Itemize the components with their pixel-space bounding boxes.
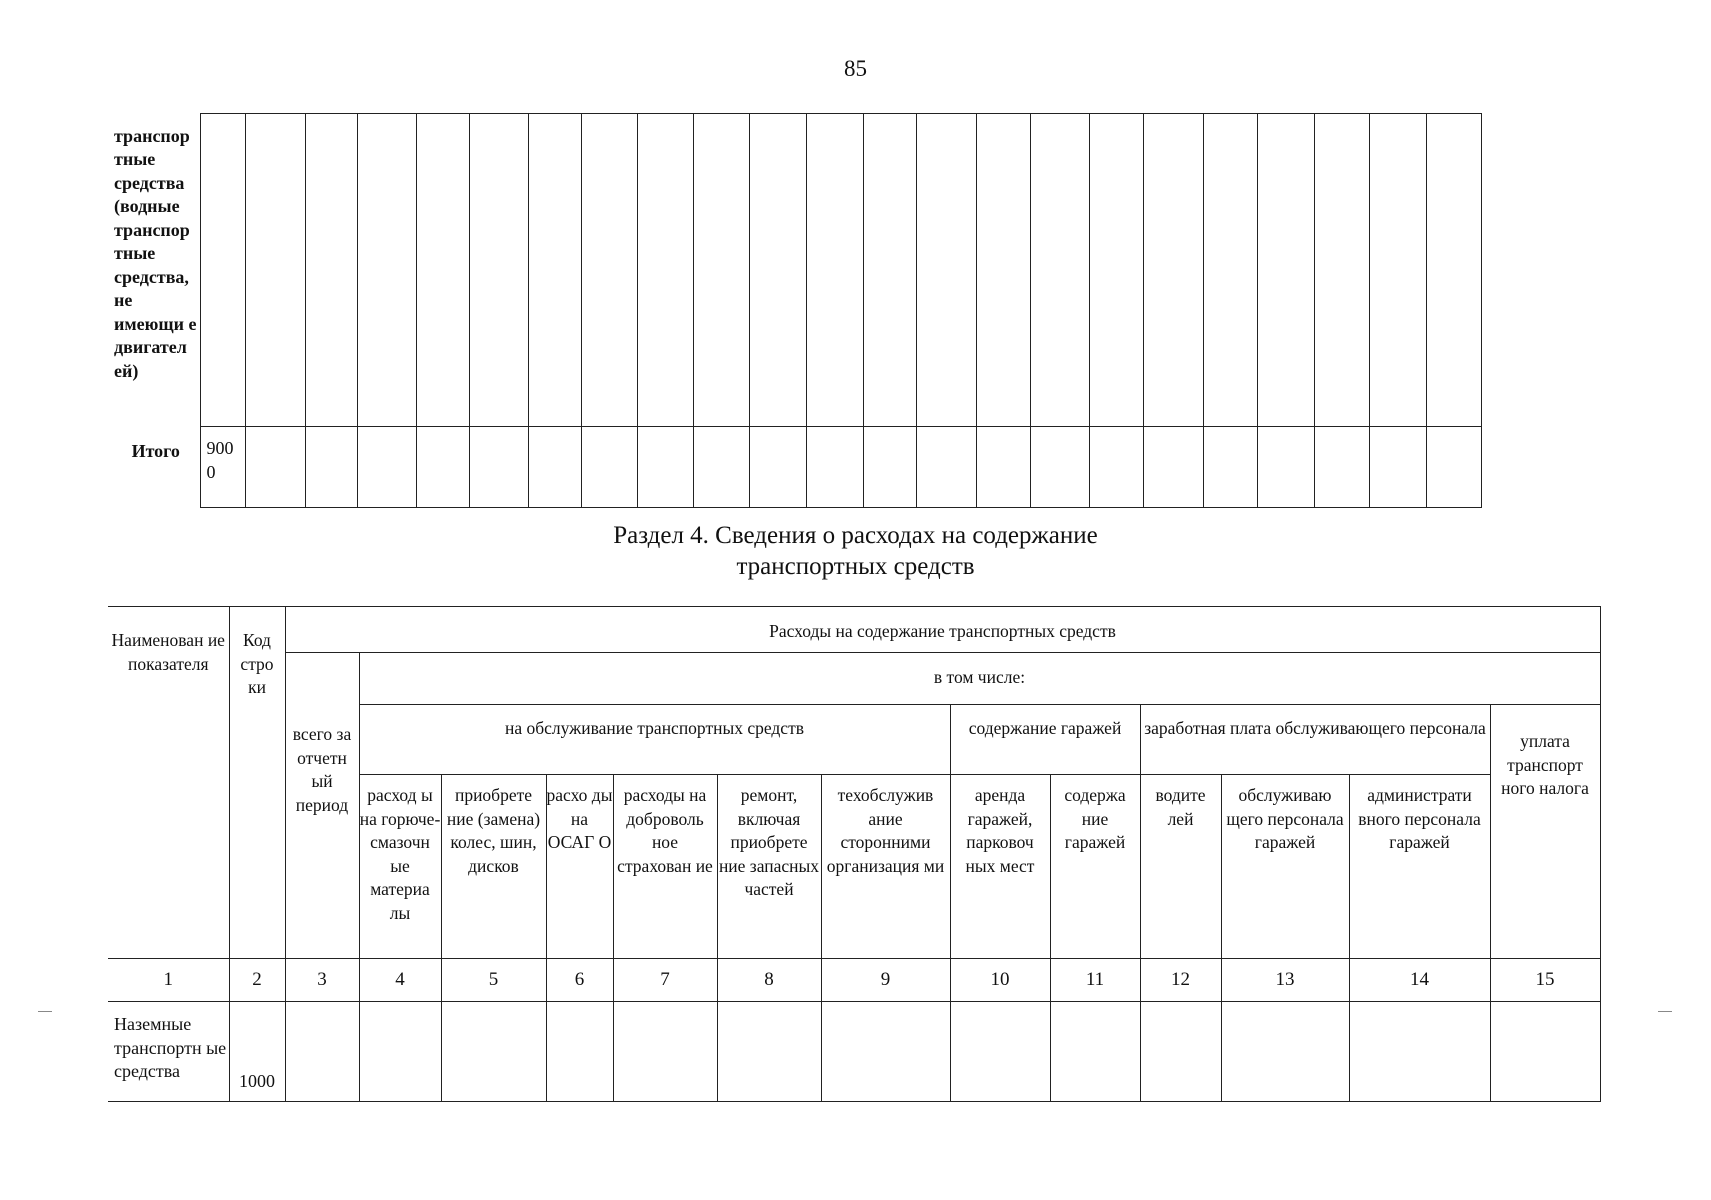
column-number: 7: [613, 959, 717, 1002]
table-cell: [469, 114, 528, 427]
column-number: 13: [1221, 959, 1349, 1002]
row-code-total: 900 0: [200, 427, 245, 508]
row-label-total: Итого: [108, 427, 200, 508]
column-number: 9: [821, 959, 950, 1002]
table-cell: [357, 427, 416, 508]
table-cell: [1314, 427, 1369, 508]
header-vehicle-maintenance: на обслуживание транспортных средств: [359, 705, 950, 775]
column-number: 1: [108, 959, 229, 1002]
table-cell: [245, 427, 305, 508]
table-cell: [717, 1002, 821, 1102]
table-cell: [1143, 114, 1203, 427]
row-label-water-vehicles: транспор тные средства (водные транспор тные средства, не имеющи е двигател ей): [108, 114, 200, 427]
header-voluntary-insurance: расходы на доброволь ное страхован ие: [613, 775, 717, 959]
header-osago: расхо ды на ОСАГ О: [546, 775, 613, 959]
table-cell: [1221, 1002, 1349, 1102]
table-cell: [1426, 427, 1481, 508]
table-cell: [1203, 114, 1257, 427]
table-cell: [581, 427, 637, 508]
header-row: [108, 653, 1600, 705]
header-garage-upkeep: содержание гаражей: [950, 705, 1140, 775]
column-number: 10: [950, 959, 1050, 1002]
header-third-party-service: техобслужив ание сторонними организация ми: [821, 775, 950, 959]
table-row: [108, 427, 1481, 508]
column-number: 8: [717, 959, 821, 1002]
header-transport-tax: уплата транспорт ного налога: [1490, 705, 1600, 959]
header-repair: ремонт, включая приобрете ние запасных частей: [717, 775, 821, 959]
table-cell: [581, 114, 637, 427]
column-number: 14: [1349, 959, 1490, 1002]
table-cell: [285, 1002, 359, 1102]
header-including: в том числе:: [359, 653, 1600, 705]
table-cell: [1426, 114, 1481, 427]
table-cell: [305, 114, 357, 427]
header-fuel-lubricants: расход ы на горюче-смазочн ые материа лы: [359, 775, 441, 959]
expenses-table: [108, 606, 1601, 1102]
table-cell: [1089, 427, 1143, 508]
table-cell: [693, 114, 749, 427]
table-cell: [359, 1002, 441, 1102]
table-cell: [749, 427, 806, 508]
table-cell: [1369, 114, 1426, 427]
table-cell: [441, 1002, 546, 1102]
table-cell: [1143, 427, 1203, 508]
table-cell: [528, 427, 581, 508]
table-cell: [1050, 1002, 1140, 1102]
table-cell: [1140, 1002, 1221, 1102]
table-cell: [546, 1002, 613, 1102]
table-cell: [469, 427, 528, 508]
table-cell: [916, 114, 976, 427]
table-cell: [1314, 114, 1369, 427]
table-cell: [613, 1002, 717, 1102]
table-cell: [1089, 114, 1143, 427]
table-cell: [1203, 427, 1257, 508]
section-title: [0, 520, 1711, 582]
header-indicator-name: Наименован ие показателя: [108, 607, 229, 959]
table-cell: [863, 114, 916, 427]
header-admin-staff: администрати вного персонала гаражей: [1349, 775, 1490, 959]
table-cell: [1490, 1002, 1600, 1102]
table-cell: [1369, 427, 1426, 508]
column-number: 4: [359, 959, 441, 1002]
row-code-land-vehicles: 1000: [229, 1002, 285, 1102]
table-cell: [200, 114, 245, 427]
table-cell: [416, 114, 469, 427]
table-cell: [416, 427, 469, 508]
table-cell: [976, 427, 1030, 508]
header-garage-maintenance: содержа ние гаражей: [1050, 775, 1140, 959]
row-label-land-vehicles: Наземные транспортн ые средства: [108, 1002, 229, 1102]
header-garage-staff: обслуживаю щего персонала гаражей: [1221, 775, 1349, 959]
table-cell: [693, 427, 749, 508]
header-garage-rent: аренда гаражей, парковоч ных мест: [950, 775, 1050, 959]
column-number: 2: [229, 959, 285, 1002]
scan-margin-mark: [1658, 1011, 1672, 1012]
table-cell: [357, 114, 416, 427]
table-cell: [245, 114, 305, 427]
scan-margin-mark: [38, 1011, 52, 1012]
table-row: [108, 114, 1481, 427]
table-cell: [1030, 427, 1089, 508]
table-cell: [821, 1002, 950, 1102]
table-cell: [1349, 1002, 1490, 1102]
table-cell: [528, 114, 581, 427]
table-cell: [637, 114, 693, 427]
header-expenses: Расходы на содержание транспортных средств: [285, 607, 1600, 653]
table-cell: [806, 114, 863, 427]
table-cell: [749, 114, 806, 427]
column-number: 3: [285, 959, 359, 1002]
table-row: [108, 1002, 1600, 1102]
column-number: 5: [441, 959, 546, 1002]
header-total-period: всего за отчетн ый период: [285, 653, 359, 959]
column-number-row: [108, 959, 1600, 1002]
table-cell: [637, 427, 693, 508]
header-row-code: Код стро ки: [229, 607, 285, 959]
column-number: 12: [1140, 959, 1221, 1002]
table-cell: [806, 427, 863, 508]
table-cell: [305, 427, 357, 508]
table-cell: [950, 1002, 1050, 1102]
table-cell: [976, 114, 1030, 427]
header-row: [108, 607, 1600, 653]
section-title-line2: транспортных средств: [736, 553, 975, 580]
table-cell: [1257, 114, 1314, 427]
header-staff-salary: заработная плата обслуживающего персонала: [1140, 705, 1490, 775]
previous-table-continuation: [108, 113, 1482, 508]
table-cell: [863, 427, 916, 508]
header-drivers: водите лей: [1140, 775, 1221, 959]
section-title-line1: Раздел 4. Сведения о расходах на содержание: [613, 522, 1098, 549]
column-number: 6: [546, 959, 613, 1002]
column-number: 15: [1490, 959, 1600, 1002]
page-number: 85: [844, 56, 867, 81]
table-cell: [1257, 427, 1314, 508]
header-wheels-tires: приобрете ние (замена) колес, шин, дисков: [441, 775, 546, 959]
table-cell: [1030, 114, 1089, 427]
table-cell: [916, 427, 976, 508]
column-number: 11: [1050, 959, 1140, 1002]
